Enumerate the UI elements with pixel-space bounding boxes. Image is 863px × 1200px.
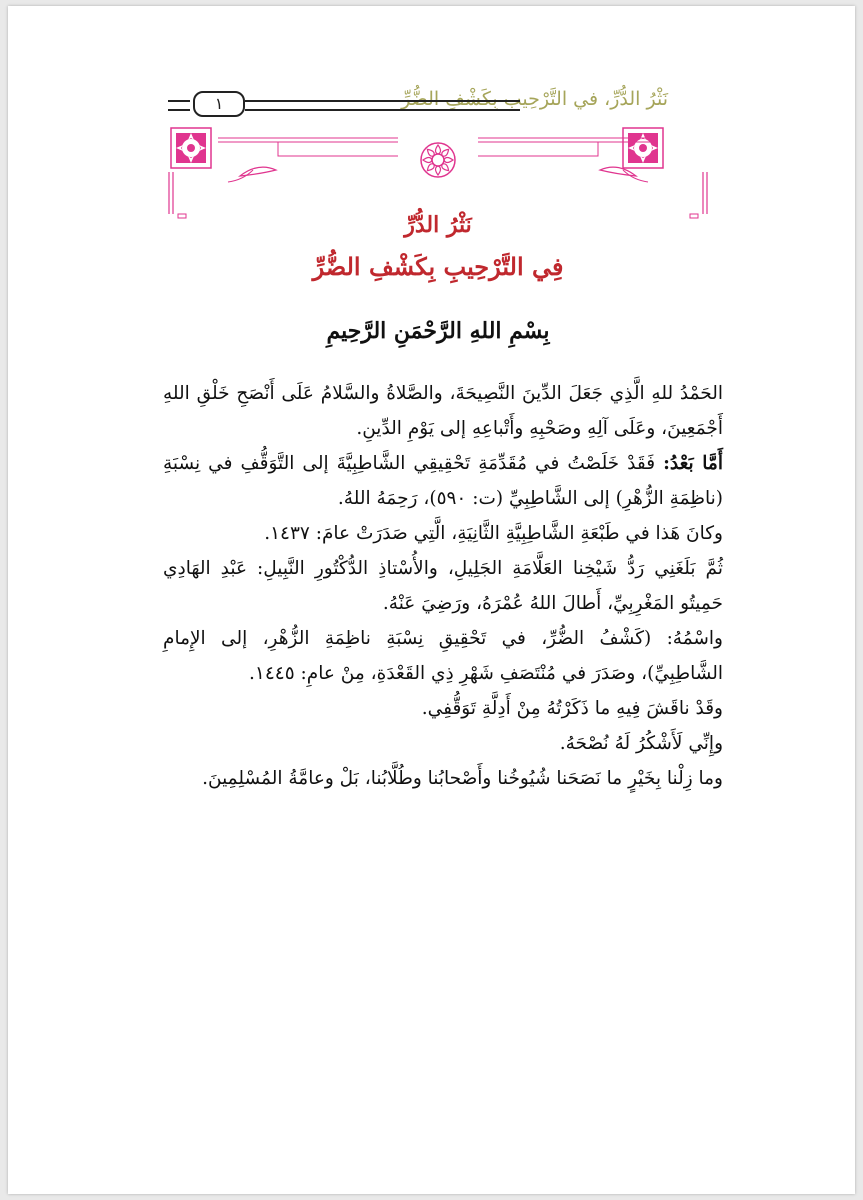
header-rule-left (168, 100, 190, 111)
paragraph-2-rest: فَقَدْ خَلَصْتُ في مُقَدِّمَةِ تَحْقِيقِي الشَّاطِبِيَّةَ إلى التَّوَقُّفِ في نِسْبَةِ (ناظِمَةِ الزُّهْرِ) إلى الشَّاطِبِيِّ (ت: ٥٩٠)، رَحِمَهُ اللهُ. (163, 453, 723, 509)
paragraph-2 (163, 446, 723, 516)
paragraph-1: الحَمْدُ للهِ الَّذِي جَعَلَ الدِّينَ النَّصِيحَةَ، والصَّلاةُ والسَّلامُ عَلَى أَنْصَحِ خَلْقِ اللهِ أَجْمَعِينَ، وعَلَى آلِهِ وصَحْبِهِ وأَتْباعِهِ إلى يَوْمِ الدِّينِ. (163, 383, 723, 439)
rosette-icon (421, 143, 455, 177)
paragraph-2-lead: أَمَّا بَعْدُ: (663, 453, 723, 474)
paragraph-3: وكانَ هَذا في طَبْعَةِ الشَّاطِبِيَّةِ الثَّانِيَةِ، الَّتِي صَدَرَتْ عامَ: ١٤٣٧. (264, 523, 723, 544)
paragraph-4: ثُمَّ بَلَغَنِي رَدُّ شَيْخِنا العَلَّامَةِ الجَلِيلِ، والأُسْتاذِ الدُّكْتُورِ النَّبِيلِ: عَبْدِ الهَادِي حَمِيتُو المَغْرِبِيِّ، أَطالَ اللهُ عُمْرَهُ، ورَضِيَ عَنْهُ. (163, 558, 723, 614)
title-line-2: فِي التَّرْحِيبِ بِكَشْفِ الضُّرِّ (312, 252, 564, 281)
page-number: ١ (193, 91, 245, 117)
document-page (8, 6, 855, 1194)
paragraph-8: وما زِلْنا بِخَيْرٍ ما نَصَحَنا شُيُوخُنا وأَصْحابُنا وطُلَّابُنا، بَلْ وعامَّةُ المُسْلِمِينَ. (202, 768, 723, 789)
title-line-1: نَثْرُ الدُّرِّ (404, 212, 472, 238)
title-block (168, 212, 708, 281)
header-rule (245, 100, 520, 111)
paragraph-7: وإِنِّي لَأَشْكُرُ لَهُ نُصْحَهُ. (559, 733, 723, 754)
basmala: بِسْمِ اللهِ الرَّحْمَنِ الرَّحِيمِ (326, 318, 550, 344)
header-title: نَثْرُ الدُّرِّ، في التَّرْحِيبِ بِكَشْفِ الضُّرِّ (401, 88, 668, 110)
floral-square-icon (623, 128, 663, 168)
body-text (163, 376, 723, 796)
paragraph-6: وقَدْ ناقَشَ فِيهِ ما ذَكَرْتُهُ مِنْ أَدِلَّةِ تَوَقُّفِي. (421, 698, 723, 719)
running-header (168, 88, 668, 128)
paragraph-5: واسْمُهُ: (كَشْفُ الضُّرِّ، في تَحْقِيقِ نِسْبَةِ ناظِمَةِ الزُّهْرِ، إلى الإِمامِ الشَّاطِبِيِّ)، وصَدَرَ في مُنْتَصَفِ شَهْرِ ذِي القَعْدَةِ، مِنْ عامِ: ١٤٤٥. (163, 628, 723, 684)
title-ornament-frame (168, 126, 708, 226)
floral-square-icon (171, 128, 211, 168)
